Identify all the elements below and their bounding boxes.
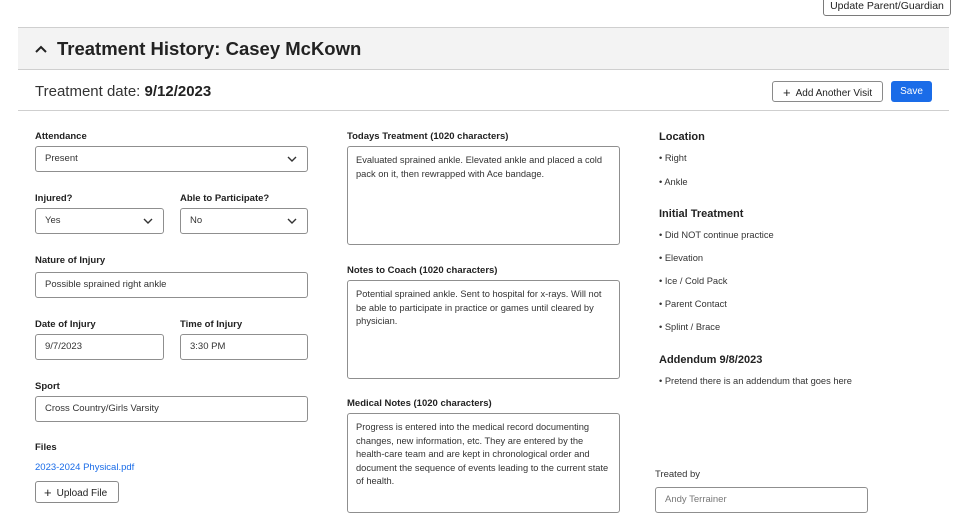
page-title: Treatment History: Casey McKown [57, 38, 362, 59]
medical-notes-label: Medical Notes (1020 characters) [347, 398, 492, 409]
attendance-select[interactable] [35, 146, 308, 172]
time-of-injury-label: Time of Injury [180, 319, 243, 330]
date-of-injury-label: Date of Injury [35, 319, 96, 330]
treatment-date-value: 9/12/2023 [144, 83, 212, 100]
sport-input[interactable]: Cross Country/Girls Varsity [35, 396, 308, 422]
attendance-value: Present [45, 153, 78, 164]
injured-select[interactable] [35, 208, 164, 234]
attendance-label: Attendance [35, 131, 87, 142]
treatment-history-header[interactable] [18, 27, 949, 70]
save-button[interactable]: Save [891, 81, 932, 102]
file-link-physical[interactable]: 2023-2024 Physical.pdf [35, 462, 135, 473]
chevron-up-icon[interactable] [32, 40, 50, 58]
initial-treatment-item: • Ice / Cold Pack [659, 276, 728, 286]
location-title: Location [659, 131, 705, 143]
location-item: • Ankle [659, 177, 688, 187]
injured-label: Injured? [35, 193, 73, 204]
medical-notes-textarea[interactable]: Progress is entered into the medical record documenting changes, new information, etc. They are entered by the health-care team and are kept in chronological order and document the sequence of events leading to the current state of health. [347, 413, 620, 513]
chevron-down-icon [143, 217, 153, 225]
notes-to-coach-label: Notes to Coach (1020 characters) [347, 265, 498, 276]
date-of-injury-input[interactable]: 9/7/2023 [35, 334, 164, 360]
sport-label: Sport [35, 381, 60, 392]
todays-treatment-label: Todays Treatment (1020 characters) [347, 131, 509, 142]
divider [18, 110, 949, 111]
able-to-participate-label: Able to Participate? [180, 193, 270, 204]
nature-of-injury-label: Nature of Injury [35, 255, 106, 266]
chevron-down-icon [287, 217, 297, 225]
initial-treatment-item: • Splint / Brace [659, 322, 721, 332]
upload-file-button[interactable] [35, 481, 119, 503]
upload-file-label: Upload File [56, 488, 108, 499]
time-of-injury-input[interactable]: 3:30 PM [180, 334, 308, 360]
treated-by-input[interactable]: Andy Terrainer [655, 487, 868, 513]
nature-of-injury-input[interactable]: Possible sprained right ankle [35, 272, 308, 298]
injured-value: Yes [45, 215, 61, 226]
location-item: • Right [659, 153, 687, 163]
able-to-participate-value: No [190, 215, 203, 226]
initial-treatment-item: • Elevation [659, 253, 704, 263]
initial-treatment-item: • Parent Contact [659, 299, 727, 309]
treated-by-label: Treated by [655, 469, 701, 480]
add-visit-label: Add Another Visit [795, 88, 873, 99]
addendum-title: Addendum 9/8/2023 [659, 354, 763, 366]
notes-to-coach-textarea[interactable]: Potential sprained ankle. Sent to hospital for x-rays. Will not be able to participate in practice or games until cleared by physician. [347, 280, 620, 379]
update-parent-guardian-button[interactable]: Update Parent/Guardian [823, 0, 951, 16]
treatment-date [35, 83, 211, 100]
able-to-participate-select[interactable] [180, 208, 308, 234]
files-label: Files [35, 442, 57, 453]
addendum-item: • Pretend there is an addendum that goes here [659, 376, 852, 386]
plus-icon: + [783, 85, 791, 100]
chevron-down-icon [287, 155, 297, 163]
treatment-date-label: Treatment date: [35, 83, 141, 100]
initial-treatment-title: Initial Treatment [659, 208, 744, 220]
initial-treatment-item: • Did NOT continue practice [659, 230, 774, 240]
todays-treatment-textarea[interactable]: Evaluated sprained ankle. Elevated ankle and placed a cold pack on it, then rewrapped with Ace bandage. [347, 146, 620, 245]
add-another-visit-button[interactable] [772, 81, 883, 102]
plus-icon: + [44, 485, 52, 500]
